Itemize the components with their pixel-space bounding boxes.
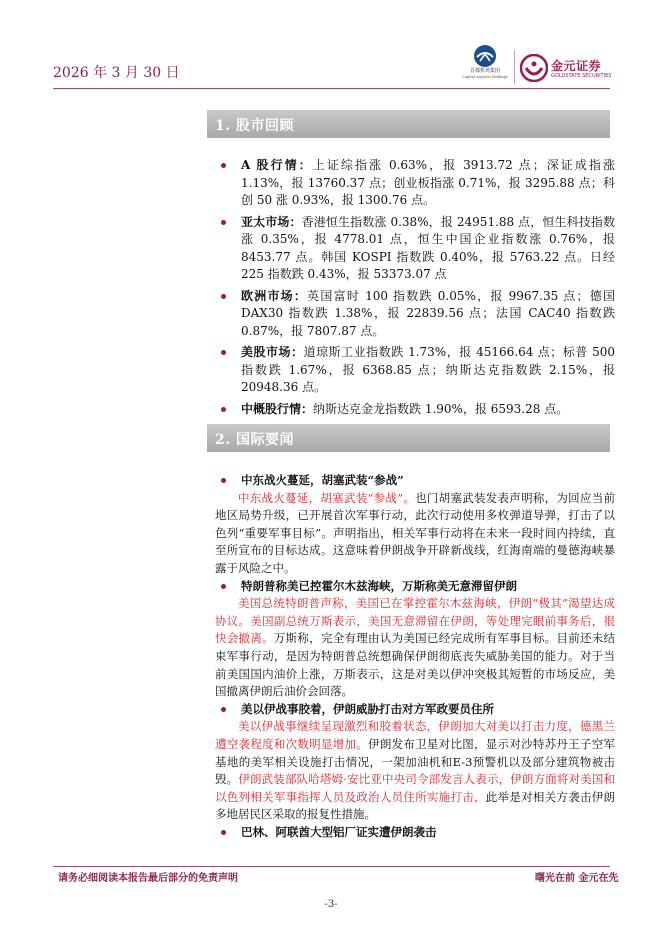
news-highlight: 中东战火蔓延，胡塞武装“参战”。 bbox=[238, 490, 416, 505]
logo2-en-text: GOLDSTATE SECURITIES bbox=[551, 73, 612, 79]
news-headline: 中东战火蔓延，胡塞武装“参战” bbox=[215, 472, 615, 490]
item-text: 纳斯达克金龙指数跌 1.90%，报 6593.28 点。 bbox=[313, 401, 569, 416]
news-text: 此举是对相关方袭击伊朗多地居民区采取的报复性措施。 bbox=[215, 789, 616, 822]
news-highlight: 美以伊战事继续呈现激烈和胶着状态，伊朗加大对美以打击力度，德黑兰遭空袭程度和次数明显增加。 bbox=[215, 719, 615, 751]
airport-logo-icon bbox=[473, 44, 497, 68]
bullet-icon bbox=[221, 707, 226, 712]
section-title: 1. 股市回顾 bbox=[215, 118, 294, 134]
report-date: 2026 年 3 月 30 日 bbox=[53, 65, 180, 81]
item-text: 香港恒生指数涨 0.38%，报 24951.88 点，恒生科技指数涨 0.35%，报 4778.01 点，恒生中国企业指数涨 0.76%，报 8453.77 点。韩国 KOSPI 指数跌 0.40%，报 5763.22 点。日经 225 指数跌 0.43%，报 53373.07 点 bbox=[241, 214, 615, 281]
news-headline: 特朗普称美已控霍尔木兹海峡，万斯称美无意滞留伊朗 bbox=[215, 578, 615, 596]
logo1-en-text: Capital Airports Holdings bbox=[462, 75, 508, 79]
bullet-icon bbox=[221, 220, 226, 225]
item-label: 中概股行情： bbox=[241, 401, 314, 416]
item-label: 欧洲市场： bbox=[241, 288, 308, 303]
bullet-icon bbox=[221, 294, 226, 299]
news-headline: 美以伊战事胶着，伊朗威胁打击对方军政要员住所 bbox=[215, 701, 615, 719]
list-item bbox=[215, 214, 615, 284]
item-label: 亚太市场： bbox=[241, 214, 302, 229]
bullet-icon bbox=[221, 407, 226, 412]
news-highlight: 美国总统特朗普声称，美国已在掌控霍尔木兹海峡，伊朗“极其”渴望达成协议。美国副总统万斯表示，美国无意滞留在伊朗，等处理完眼前事务后，很快会撤离。 bbox=[215, 596, 615, 646]
disclaimer-notice: 请务必细阅读本报告最后部分的免责声明 bbox=[58, 873, 238, 884]
bullet-icon bbox=[221, 163, 226, 168]
footer-rule bbox=[53, 866, 610, 867]
list-item bbox=[215, 288, 615, 341]
header-logos bbox=[460, 44, 610, 88]
bullet-icon bbox=[221, 478, 226, 483]
list-item bbox=[215, 157, 615, 210]
item-text: 英国富时 100 指数跌 0.05%，报 9967.35 点；德国 DAX30 指数跌 1.38%，报 22839.56 点；法国 CAC40 指数跌 0.87%，报 7807.87 点。 bbox=[241, 288, 615, 338]
logo-divider bbox=[514, 50, 515, 84]
bullet-icon bbox=[221, 830, 226, 835]
footer-slogan: 曙光在前 金元在先 bbox=[535, 873, 619, 884]
news-text: 也门胡塞武装发表声明称，为回应当前地区局势升级，已开展首次军事行动，此次行动使用多枚弹道导弹，打击了以色列“重要军事目标”。声明指出，相关军事行动将在未来一段时间内持续，直至所宣布的目标达成。这意味着伊朗战争开辟新战线，红海南端的曼德海峡暴露于风险之中。 bbox=[215, 490, 615, 575]
news-body bbox=[215, 718, 615, 824]
item-text: 道琼斯工业指数跌 1.73%，报 45166.64 点；标普 500 指数跌 1.67%，报 6368.85 点；纳斯达克指数跌 2.15%，报 20948.36 点。 bbox=[241, 345, 615, 394]
item-label: A 股行情： bbox=[241, 158, 313, 172]
market-review-list bbox=[215, 157, 615, 422]
section-header-international-news bbox=[207, 424, 610, 452]
news-body bbox=[215, 490, 615, 578]
news-highlight: 伊朗武装部队哈塔姆·安比亚中央司令部发言人表示，伊朗方面将对美国和以色列相关军事指挥人员及政治人员住所实施打击， bbox=[215, 772, 616, 804]
news-headline: 巴林、阿联酋大型铝厂证实遭伊朗袭击 bbox=[215, 824, 615, 842]
goldstate-logo bbox=[520, 52, 612, 84]
page-number: -3- bbox=[324, 899, 338, 910]
bullet-icon bbox=[221, 350, 226, 355]
international-news-list bbox=[215, 472, 615, 841]
bullet-icon bbox=[221, 584, 226, 589]
item-label: 美股市场： bbox=[241, 345, 304, 359]
list-item bbox=[215, 401, 615, 419]
item-text: 上证综指涨 0.63%，报 3913.72 点；深证成指涨 1.13%，报 13760.37 点；创业板指涨 0.71%，报 3295.88 点；科创 50 涨 0.93%，报 1300.76 点。 bbox=[241, 158, 615, 207]
goldstate-logo-icon bbox=[520, 54, 548, 82]
section-header-market-review bbox=[207, 110, 610, 138]
logo2-cn-text: 金元证券 bbox=[551, 59, 602, 73]
logo1-cn-text: 首都机场集团 bbox=[469, 68, 500, 74]
news-text: 万斯称，完全有理由认为美国已经完成所有军事目标。目前还未结束军事行动，是因为特朗普总统想确保伊朗彻底丧失威胁美国的能力。对于当前美国国内油价上涨，万斯表示，这是对美以伊冲突极其短暂的市场反应，美国撤离伊朗后油价会回落。 bbox=[215, 631, 616, 699]
section-title: 2. 国际要闻 bbox=[215, 432, 294, 448]
header-rule bbox=[53, 88, 610, 89]
news-text: 伊朗发布卫星对比图，显示对沙特苏丹王子空军基地的美军相关设施打击情况，一架加油机和E-3预警机以及部分建筑物被击毁。 bbox=[215, 736, 615, 787]
list-item bbox=[215, 344, 615, 397]
capital-airports-logo bbox=[460, 44, 510, 88]
news-body bbox=[215, 595, 615, 701]
